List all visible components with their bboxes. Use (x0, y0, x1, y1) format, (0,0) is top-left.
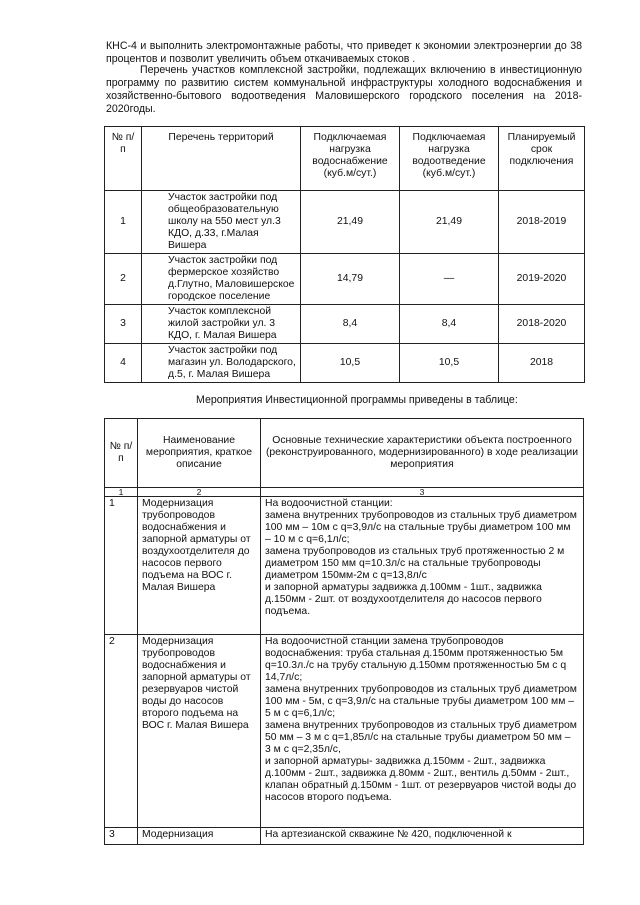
header-term: Планируемый срок подключения (499, 127, 585, 191)
row-territory: Участок застройки под магазин ул. Володарского, д.5, г. Малая Вишера (142, 344, 301, 383)
row-num: 1 (105, 191, 142, 254)
investment-measures-table (104, 418, 584, 845)
header-characteristics: Основные технические характеристики объекта построенного (реконструированного, модернизированного) в ходе реализации мероприятия (261, 419, 584, 488)
row-sewer-load: 10,5 (400, 344, 499, 383)
header-territory: Перечень территорий (142, 127, 301, 191)
table-row (105, 191, 585, 254)
row-term: 2019-2020 (499, 254, 585, 305)
row-num: 3 (105, 305, 142, 344)
table-row (105, 828, 584, 845)
table-row (105, 344, 585, 383)
intro-paragraph-2: Перечень участков комплексной застройки, подлежащих включению в инвестиционную программу по развитию систем коммунальной инфраструктуры холодного водоснабжения и хозяйственно-бытового водоотведения Маловишерского городского поселения на 2018- 2020годы. (106, 64, 582, 115)
row-num: 2 (105, 635, 138, 828)
row-sewer-load: 8,4 (400, 305, 499, 344)
connection-sites-table (104, 126, 585, 383)
row-num: 2 (105, 254, 142, 305)
column-index: 1 (105, 488, 138, 497)
row-territory: Участок комплексной жилой застройки ул. 3 КДО, г. Малая Вишера (142, 305, 301, 344)
row-num: 1 (105, 497, 138, 635)
row-water-load: 8,4 (301, 305, 400, 344)
row-characteristics: На водоочистной станции замена трубопроводов водоснабжения: труба стальная д.150мм протяженностью 5м q=10.3л./с на трубу стальную д.150мм протяженностью 5м с q 14,7л/с; замена внутренних трубопроводов из стальных труб диаметром 100 мм - 5м, с q=3,9л/с на стальные трубы диаметром 100 мм – 5 м с q=6,1л/с; замена внутренних трубопроводов из стальных труб диаметром 50 мм – 3 м с q=1,85л/с на стальные трубы диаметром 50 мм – 3 м с q=2,35л/с, и запорной арматуры- задвижка д.150мм - 2шт., задвижка д.100мм - 2шт., задвижка д.80мм - 2шт., вентиль д.50мм - 2шт., клапан обратный д.150мм - 1шт. от резервуаров чистой воды до насосов второго подъема. (261, 635, 584, 828)
intro-paragraph-1: КНС-4 и выполнить электромонтажные работы, что приведет к экономии электроэнергии до 38 процентов и позволит увеличить объем откачиваемых стоков . (106, 40, 582, 65)
row-characteristics: На водоочистной станции: замена внутренних трубопроводов из стальных труб диаметром 100 мм – 10м с q=3,9л/с на стальные трубы диаметром 100 мм – 10 м с q=6,1л/с; замена трубопроводов из стальных труб протяженностью 2 м диаметром 150 мм q=10.3л/с на стальные трубопроводы диаметром 150мм-2м с q=13,8л/с и запорной арматуры задвижка д.100мм - 1шт., задвижка д.150мм - 2шт. от воздухоотделителя до насосов первого подъема. (261, 497, 584, 635)
table-row (105, 497, 584, 635)
row-num: 3 (105, 828, 138, 845)
row-water-load: 21,49 (301, 191, 400, 254)
row-sewer-load: — (400, 254, 499, 305)
row-sewer-load: 21,49 (400, 191, 499, 254)
row-water-load: 10,5 (301, 344, 400, 383)
row-measure-name: Модернизация трубопроводов водоснабжения и запорной арматуры от воздухоотделителя до насосов первого подъема на ВОС г. Малая Вишера (138, 497, 261, 635)
column-index: 2 (138, 488, 261, 497)
header-num: № п/п (105, 419, 138, 488)
row-water-load: 14,79 (301, 254, 400, 305)
table-row (105, 254, 585, 305)
header-water-load: Подключаемая нагрузка водоснабжение (куб.м/сут.) (301, 127, 400, 191)
table-row (105, 635, 584, 828)
header-measure-name: Наименование мероприятия, краткое описание (138, 419, 261, 488)
row-territory: Участок застройки под фермерское хозяйство д.Глутно, Маловишерское городское поселение (142, 254, 301, 305)
table-row (105, 305, 585, 344)
table-header-row (105, 127, 585, 191)
row-term: 2018 (499, 344, 585, 383)
table-header-row (105, 419, 584, 488)
row-territory: Участок застройки под общеобразовательную школу на 550 мест ул.3 КДО, д.33, г.Малая Вишера (142, 191, 301, 254)
row-measure-name: Модернизация (138, 828, 261, 845)
column-index: 3 (261, 488, 584, 497)
column-index-row (105, 488, 584, 497)
row-term: 2018-2020 (499, 305, 585, 344)
header-num: № п/п (105, 127, 142, 191)
row-measure-name: Модернизация трубопроводов водоснабжения и запорной арматуры от резервуаров чистой воды до насосов второго подъема на ВОС г. Малая Вишера (138, 635, 261, 828)
table2-caption: Мероприятия Инвестиционной программы приведены в таблице: (196, 394, 518, 406)
header-sewer-load: Подключаемая нагрузка водоотведение (куб.м/сут.) (400, 127, 499, 191)
row-num: 4 (105, 344, 142, 383)
row-characteristics: На артезианской скважине № 420, подключенной к (261, 828, 584, 845)
row-term: 2018-2019 (499, 191, 585, 254)
